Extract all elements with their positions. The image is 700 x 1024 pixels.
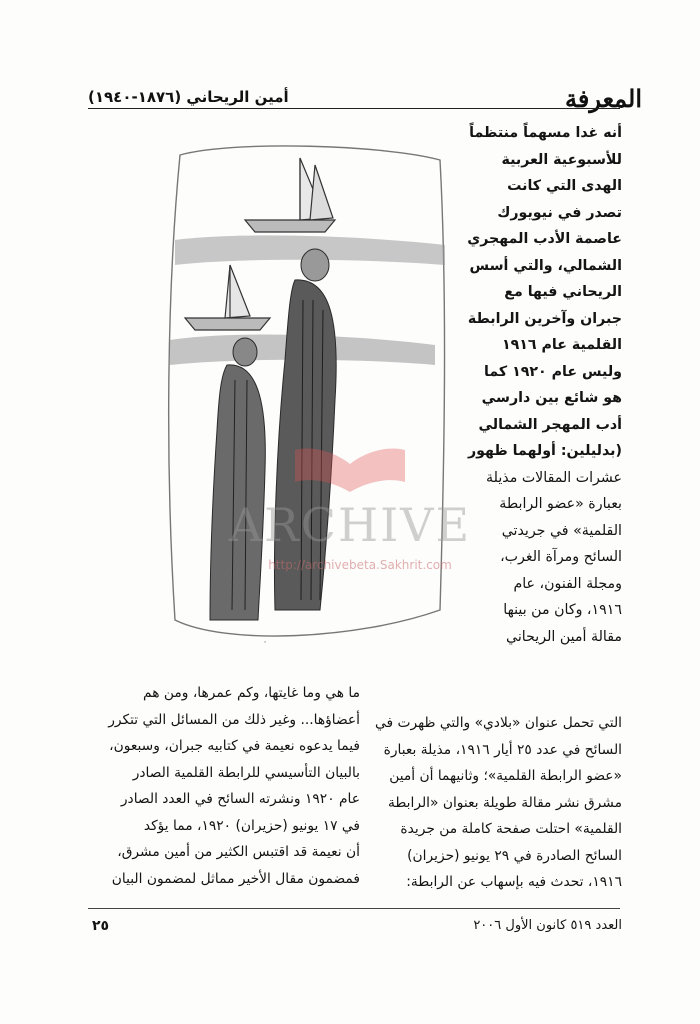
text-line: في ١٧ يونيو (حزيران) ١٩٢٠، مما يؤكد [143, 817, 360, 834]
text-line: أنه غدا مسهماً منتظماً [469, 125, 622, 141]
issue-info: العدد ٥١٩ كانون الأول ٢٠٠٦ [473, 918, 622, 933]
text-line: بعبارة «عضو الرابطة [499, 496, 622, 512]
text-line: ومجلة الفنون، عام [513, 575, 622, 592]
text-line: أعضاؤها... وغير ذلك من المسائل التي تتكرر [108, 711, 360, 728]
open-book-icon [290, 440, 410, 500]
text-line: الهدى التي كانت [507, 178, 622, 194]
footer-rule [88, 908, 620, 909]
text-line: ما هي وما غايتها، وكم عمرها، ومن هم [143, 685, 360, 701]
magazine-logo: المعرفة [564, 84, 642, 113]
text-line: فمضمون مقال الأخير مماثل لمضمون البيان [111, 870, 360, 887]
text-line: الريحاني فيها مع [504, 284, 622, 300]
text-line: وليس عام ١٩٢٠ كما [484, 363, 622, 380]
text-line: ١٩١٦، تحدث فيه بإسهاب عن الرابطة: [406, 874, 622, 890]
text-line: هو شائع بين دارسي [481, 390, 622, 406]
running-title: أمين الريحاني (١٨٧٦-١٩٤٠) [88, 88, 289, 106]
text-line: القلمية» احتلت صفحة كاملة من جريدة [400, 821, 622, 837]
text-line: مقالة أمين الريحاني [506, 628, 622, 645]
text-line: بالبيان التأسيسي للرابطة القلمية الصادر [132, 764, 360, 781]
bottom-left-column-text [88, 680, 360, 892]
text-line: أن نعيمة قد اقتبس الكثير من أمين مشرق، [117, 844, 360, 860]
ship-top-icon [245, 158, 335, 232]
watermark-text: ARCHIVE [228, 498, 472, 552]
text-line: جبران وآخرين الرابطة [467, 310, 622, 327]
svg-text:·: · [263, 638, 267, 648]
text-line: مشرق نشر مقالة طويلة بعنوان «الرابطة [387, 794, 622, 811]
watermark-url: http://archivebeta.Sakhrit.com [268, 558, 452, 572]
text-line: (بدليلين: أولهما ظهور [467, 443, 622, 459]
page-number: ٢٥ [92, 918, 110, 934]
text-line: عشرات المقالات مذيلة [486, 469, 622, 486]
bottom-right-column-text [360, 710, 622, 896]
text-line: «عضو الرابطة القلمية»؛ وثانيهما أن أمين [389, 768, 622, 784]
header-rule [88, 108, 620, 109]
text-line: عاصمة الأدب المهجري [467, 231, 622, 247]
ship-middle-icon [185, 265, 270, 330]
text-line: أدب المهجر الشمالي [478, 416, 622, 433]
text-line: فيما يدعوه نعيمة في كتابيه جبران، وسبعون، [109, 738, 360, 754]
text-line: القلمية عام ١٩١٦ [501, 337, 622, 353]
text-line: تصدر في نيويورك [497, 204, 622, 221]
text-line: للأسبوعية العربية [501, 151, 622, 168]
right-column-text [452, 120, 622, 650]
text-line: السائح الصادرة في ٢٩ يونيو (حزيران) [407, 847, 622, 864]
text-line: ١٩١٦، وكان من بينها [503, 602, 622, 618]
text-line: الشمالي، والتي أسس [469, 257, 622, 274]
text-line: السائح ومرآة الغرب، [500, 549, 622, 565]
text-line: القلمية» في جريدتي [501, 522, 622, 539]
text-line: التي تحمل عنوان «بلادي» والتي ظهرت في [375, 715, 622, 731]
text-line: عام ١٩٢٠ ونشرته السائح في العدد الصادر [120, 791, 360, 807]
text-line: السائح في عدد ٢٥ أيار ١٩١٦، مذيلة بعبارة [383, 741, 622, 758]
